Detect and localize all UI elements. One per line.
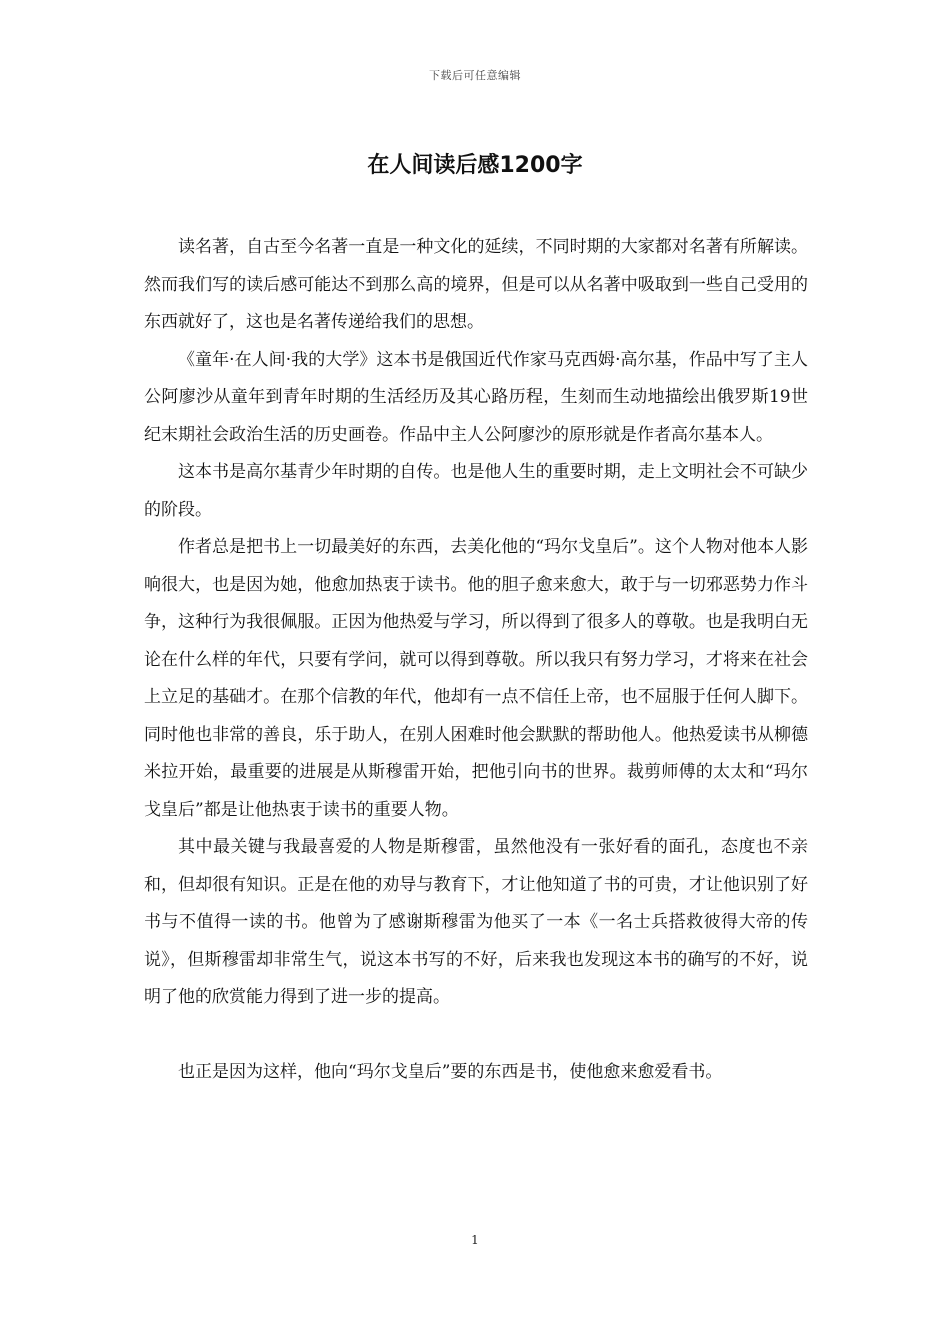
header-note: 下载后可任意编辑 [429, 69, 521, 82]
document-body [144, 229, 808, 1091]
paragraph: 这本书是高尔基青少年时期的自传。也是他人生的重要时期，走上文明社会不可缺少的阶段。 [144, 462, 808, 520]
paragraph: 作者总是把书上一切最美好的东西，去美化他的“玛尔戈皇后”。这个人物对他本人影响很大，也是因为她，他愈加热衷于读书。他的胆子愈来愈大，敢于与一切邪恶势力作斗争，这种行为我很佩服。正因为他热爱与学习，所以得到了很多人的尊敬。也是我明白无论在什么样的年代，只要有学问，就可以得到尊敬。所以我只有努力学习，才将来在社会上立足的基础才。在那个信教的年代，他却有一点不信任上帝，也不屈服于任何人脚下。同时他也非常的善良，乐于助人，在别人困难时他会默默的帮助他人。他热爱读书从柳德米拉开始，最重要的进展是从斯穆雷开始，把他引向书的世界。裁剪师傅的太太和“玛尔戈皇后”都是让他热衷于读书的重要人物。 [144, 537, 808, 820]
paragraph: 读名著，自古至今名著一直是一种文化的延续，不同时期的大家都对名著有所解读。然而我们写的读后感可能达不到那么高的境界，但是可以从名著中吸取到一些自己受用的东西就好了，这也是名著传递给我们的思想。 [144, 237, 808, 332]
document-title: 在人间读后感1200字 [367, 153, 583, 178]
paragraph: 《童年·在人间·我的大学》这本书是俄国近代作家马克西姆·高尔基，作品中写了主人公阿廖沙从童年到青年时期的生活经历及其心路历程，生刻而生动地描绘出俄罗斯19世纪末期社会政治生活的历史画卷。作品中主人公阿廖沙的原形就是作者高尔基本人。 [144, 349, 808, 445]
page-number: 1 [471, 1233, 479, 1247]
paragraph: 其中最关键与我最喜爱的人物是斯穆雷，虽然他没有一张好看的面孔，态度也不亲和，但却很有知识。正是在他的劝导与教育下，才让他知道了书的可贵，才让他识别了好书与不值得一读的书。他曾为了感谢斯穆雷为他买了一本《一名士兵搭救彼得大帝的传说》，但斯穆雷却非常生气，说这本书写的不好，后来我也发现这本书的确写的不好，说明了他的欣赏能力得到了进一步的提高。 [144, 837, 808, 1007]
paragraph: 也正是因为这样，他向“玛尔戈皇后”要的东西是书，使他愈来愈爱看书。 [178, 1061, 723, 1082]
